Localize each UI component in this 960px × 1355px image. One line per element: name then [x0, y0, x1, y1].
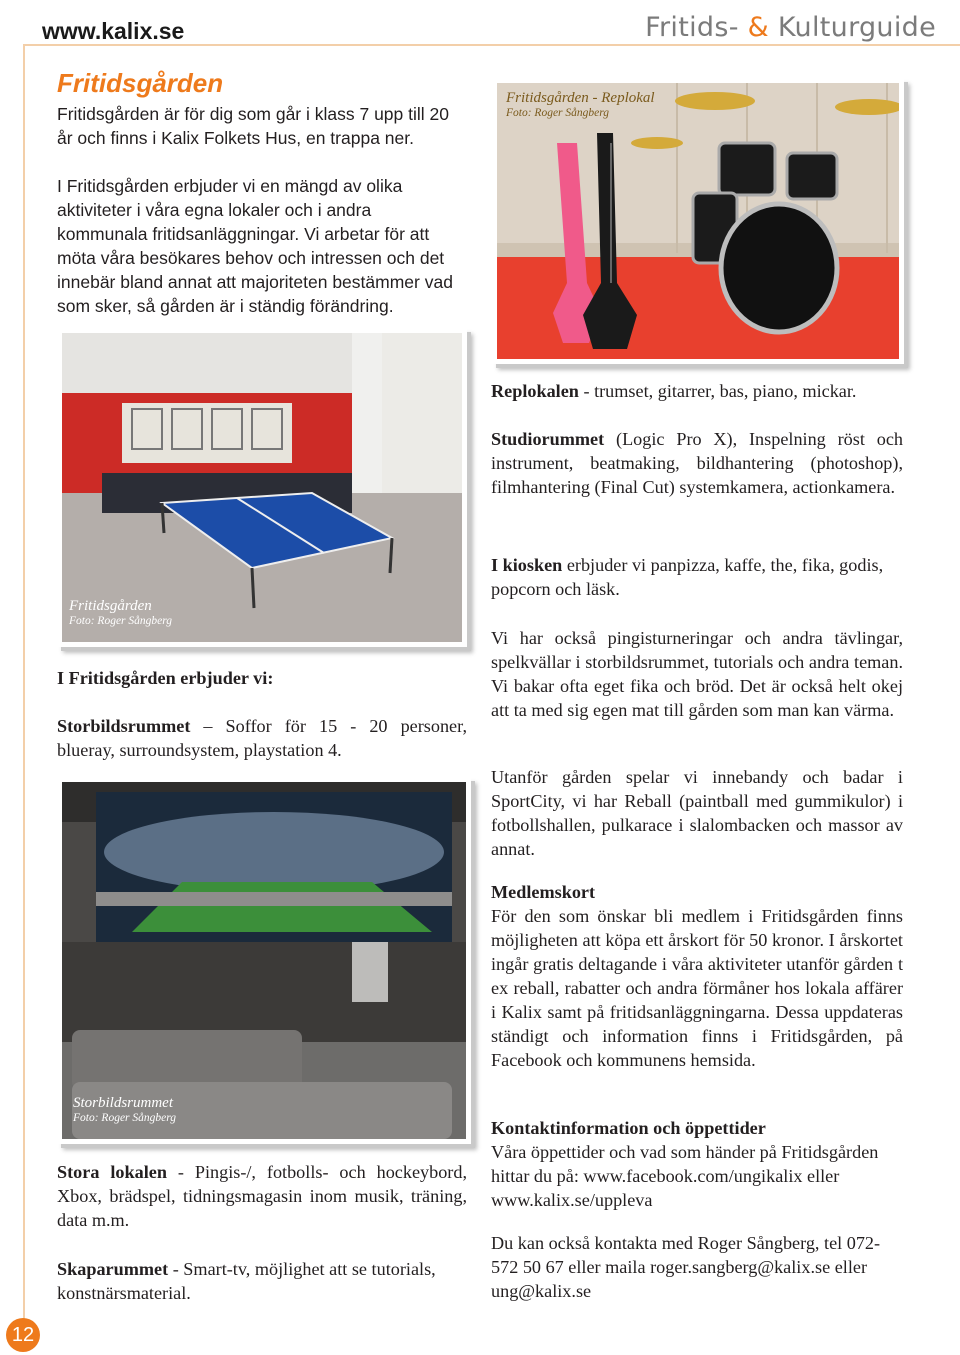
intro-text: Fritidsgården är för dig som går i klass 7 upp till 20 år och finns i Kalix Folkets Hus, en trappa ner.	[57, 104, 449, 148]
stora-lokalen-text: - Pingis-/, fotbolls- och hockeybord, Xbox, brädspel, tidningsmagasin inom musik, träning, data m.m.	[57, 1162, 468, 1230]
kontakt-text: Våra öppettider och vad som händer på Fritidsgården hittar du på: www.facebook.com/ungikalix eller www.kalix.se/uppleva	[491, 1142, 879, 1210]
kontakt-heading: Kontaktinformation och öppettider	[491, 1118, 766, 1138]
replokal-caption	[506, 90, 655, 119]
guide-title-part2: Kulturguide	[777, 12, 936, 43]
utanfor-paragraph: Utanför gården spelar vi innebandy och badar i SportCity, vi har Reball (paintball med gummikulor) i fotbollshallen, pulkarace i slalombacken och massor av annat.	[491, 767, 903, 859]
photo-fritidsgarden	[57, 328, 467, 647]
guide-title-part1: Fritids-	[645, 12, 739, 43]
storbildsrummet-image	[62, 782, 466, 1139]
storbildsrummet-caption-title: Storbildsrummet	[73, 1095, 174, 1111]
skaparummet-paragraph	[57, 1257, 469, 1305]
intro-text-2: I Fritidsgården erbjuder vi en mängd av olika aktiviteter i våra egna lokaler och i andra kommunala fritidsanläggningar. Vi arbetar för att möta våra besökares behov och intressen och det innebär bland annat att majoriteten bestämmer vad som sker, så gården är i ständig förändring.	[57, 176, 453, 316]
replokalen-paragraph	[491, 379, 911, 403]
guide-title-ampersand: &	[747, 12, 769, 43]
photo-storbildsrummet	[57, 777, 471, 1144]
fritidsgarden-caption-credit: Foto: Roger Sångberg	[69, 615, 173, 627]
replokal-caption-credit: Foto: Roger Sångberg	[506, 107, 610, 119]
site-url[interactable]: www.kalix.se	[42, 18, 185, 44]
medlemskort-heading: Medlemskort	[491, 882, 596, 902]
storbildsrummet-caption-credit: Foto: Roger Sångberg	[73, 1112, 177, 1124]
kiosk-text: erbjuder vi panpizza, kaffe, the, fika, godis, popcorn och läsk.	[491, 555, 884, 599]
stora-lokalen-label: Stora lokalen	[57, 1162, 167, 1182]
storbild-label: Storbildsrummet	[57, 716, 191, 736]
stora-lokalen-paragraph	[57, 1160, 467, 1232]
medlemskort-text: För den som önskar bli medlem i Fritidsgården finns möjligheten att köpa ett årskort för 50 kronor. I årskortet ingår gratis deltagande i våra aktiviteter utanför gården t ex reball, rabatter och andra förmåner hos lokala affärer i Kalix samt på fritidsanläggningarna. Dessa uppdateras ständigt och information finns i Fritidsgården, på Facebook och kommunens hemsida.	[491, 906, 903, 1070]
studiorummet-text: (Logic Pro X), Inspelning röst och instrument, beatmaking, bildhantering (photoshop), filmhantering (Final Cut) systemkamera, actionkamera.	[491, 429, 903, 497]
kiosk-paragraph	[491, 553, 911, 601]
page-number: 12	[6, 1318, 40, 1352]
replokalen-label: Replokalen	[491, 381, 579, 401]
fritidsgarden-image	[62, 333, 462, 642]
storbildsrummet-caption	[73, 1095, 176, 1124]
fritidsgarden-caption	[69, 598, 172, 627]
replokal-caption-title: Fritidsgården - Replokal	[506, 90, 655, 106]
photo-replokal	[492, 78, 904, 364]
guide-title	[645, 12, 936, 43]
skaparummet-label: Skaparummet	[57, 1259, 169, 1279]
kontakt-text-2: Du kan också kontakta med Roger Sångberg, tel 072-572 50 67 eller maila roger.sangberg@kalix.se eller ung@kalix.se	[491, 1233, 881, 1301]
storbild-text: – Soffor för 15 - 20 personer, blueray, surroundsystem, playstation 4.	[57, 716, 467, 760]
offer-heading: I Fritidsgården erbjuder vi:	[57, 668, 274, 688]
kiosk-label: I kiosken	[491, 555, 563, 575]
replokalen-text: - trumset, gitarrer, bas, piano, mickar.	[578, 381, 857, 401]
studiorummet-paragraph	[491, 427, 903, 499]
skaparummet-text: - Smart-tv, möjlighet att se tutorials, konstnärsmaterial.	[57, 1259, 436, 1303]
pingis-paragraph: Vi har också pingisturneringar och andra tävlingar, spelkvällar i storbildsrummet, tutorials och andra teman. Vi bakar ofta eget fika och bröd. Det är också helt okej att ta med sig egen mat till gården som man kan värma.	[491, 628, 903, 720]
page-title: Fritidsgården	[57, 68, 224, 98]
studiorummet-label: Studiorummet	[491, 429, 605, 449]
fritidsgarden-caption-title: Fritidsgården	[69, 598, 152, 614]
replokal-image	[497, 83, 899, 359]
storbild-paragraph	[57, 714, 467, 762]
margin-rule-vertical	[23, 44, 25, 1334]
